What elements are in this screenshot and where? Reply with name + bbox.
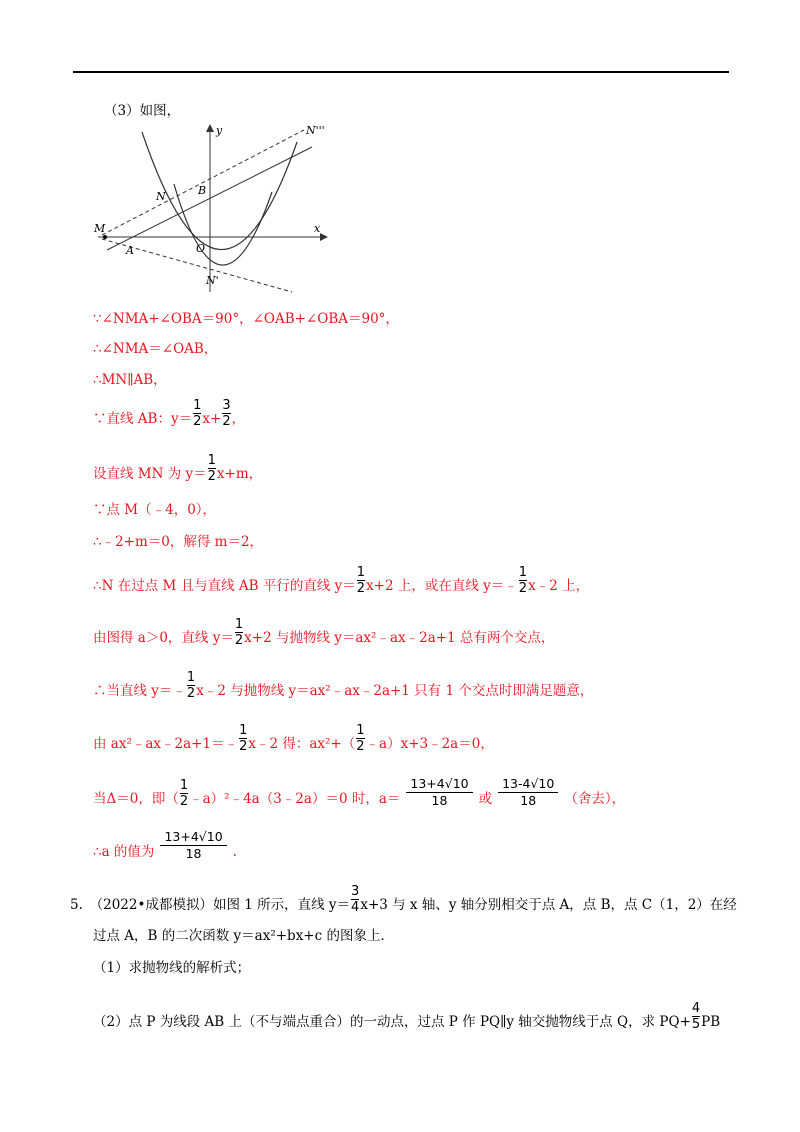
graph-line: 由图得 a＞0，直线 y＝ $\frac{1}{2}$ x+2 与抛物线 y＝ax²﹣ax﹣2a+1 总有两个交点， bbox=[93, 617, 555, 648]
answer-line: ∴a 的值为 $\frac{13+4√10}{18}$ . bbox=[93, 829, 237, 861]
fig-label-a: A bbox=[126, 244, 134, 257]
n-location-line: ∴N 在过点 M 且与直线 AB 平行的直线 y＝ $\frac{1}{2}$ x+2 上，或在直线 y＝﹣ $\frac{1}{2}$ x﹣2 上， bbox=[93, 565, 590, 596]
when-line: ∴当直线 y＝﹣ $\frac{1}{2}$ x﹣2 与抛物线 y＝ax²﹣ax﹣2a+1 只有 1 个交点时即满足题意， bbox=[93, 670, 594, 701]
fig-label-n: N bbox=[156, 190, 166, 203]
problem5-line2: 过点 A，B 的二次函数 y＝ax²+bx+c 的图象上． bbox=[93, 928, 394, 944]
fig-label-o: O bbox=[196, 242, 206, 255]
fig-label-m: M bbox=[94, 222, 106, 235]
fig-label-y: y bbox=[216, 124, 223, 137]
line-ab-equation: ∵直线 AB：y＝ $\frac{1}{2}$ x+ $\frac{3}{2}$ ， bbox=[93, 398, 246, 429]
solution-line-3: ∴MN∥AB， bbox=[93, 372, 167, 388]
problem5-question2: （2）点 P 为线段 AB 上（不与端点重合）的一动点，过点 P 作 PQ∥y 轴交抛物线于点 Q，求 PQ+ $\frac{4}{5}$ PB bbox=[93, 1001, 721, 1032]
problem5-question1: （1）求抛物线的解析式； bbox=[93, 960, 251, 976]
header-rule bbox=[73, 71, 729, 73]
equation-line: 由 ax²﹣ax﹣2a+1＝﹣ $\frac{1}{2}$ x﹣2 得：ax²+（ $\frac{1}{2}$ ﹣a）x+3﹣2a＝0， bbox=[93, 723, 494, 754]
line-mn-equation: 设直线 MN 为 y＝ $\frac{1}{2}$ x+m， bbox=[93, 453, 263, 484]
solve-m-line: ∴﹣2+m＝0，解得 m＝2， bbox=[93, 534, 264, 550]
delta-line: 当Δ＝0，即（ $\frac{1}{2}$ ﹣a）²﹣4a（3﹣2a）＝0 时，a＝ $\frac{13+4√10}{18}$ 或 $\frac{13-4√10}{18}$ （舍去）， bbox=[93, 776, 626, 809]
parabola-figure bbox=[92, 122, 332, 297]
fig-label-x: x bbox=[314, 222, 321, 235]
solution-line-2: ∴∠NMA＝∠OAB， bbox=[93, 341, 218, 357]
solution-line-1: ∵∠NMA+∠OBA＝90°，∠OAB+∠OBA＝90°， bbox=[93, 311, 399, 327]
problem5-line1: 5. （2022•成都模拟）如图 1 所示，直线 y＝ $\frac{3}{4}$ x+3 与 x 轴、y 轴分别相交于点 A，点 B，点 C（1，2）在经 bbox=[70, 884, 737, 915]
point-m-line: ∵点 M（﹣4，0）， bbox=[93, 502, 217, 518]
part3-heading: （3）如图， bbox=[104, 103, 181, 119]
fig-label-n1: N' bbox=[206, 274, 219, 287]
fig-label-n3: N''' bbox=[306, 124, 325, 137]
fig-label-b: B bbox=[198, 184, 207, 197]
